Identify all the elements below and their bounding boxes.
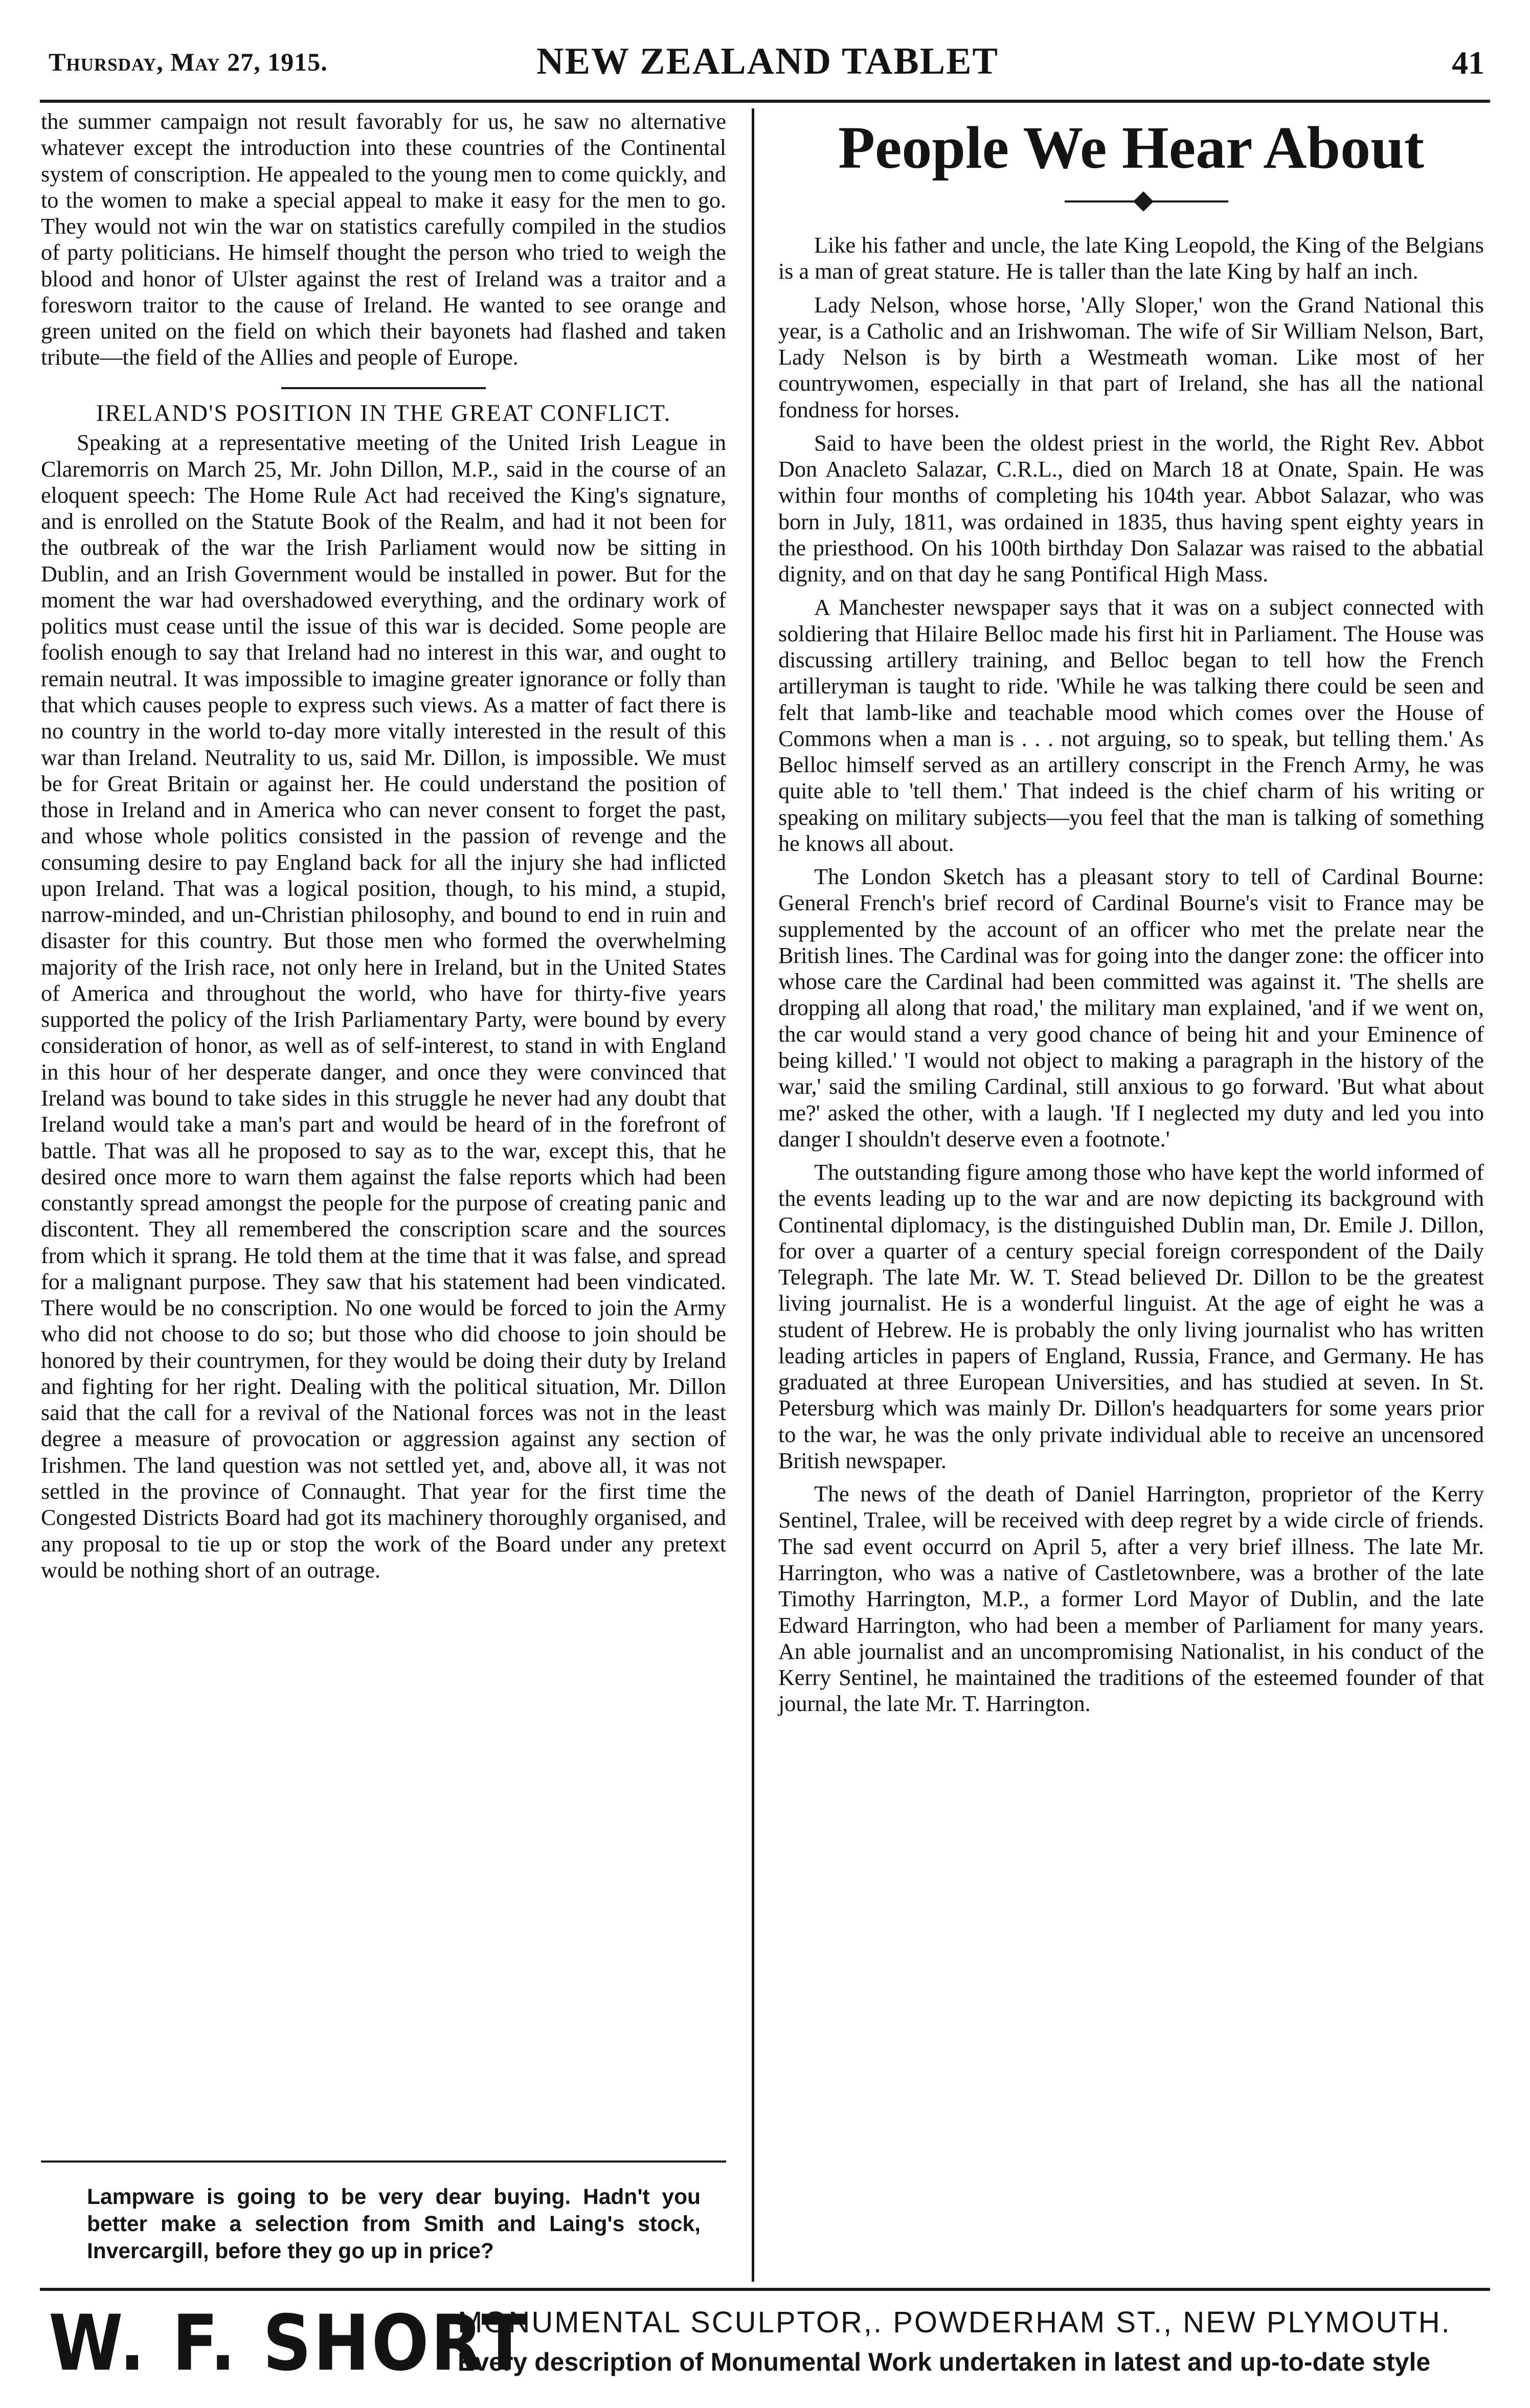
footer-advertisement (49, 2301, 1487, 2398)
item-king-belgians: Like his father and uncle, the late King Leopold, the King of the Belgians is a man of great stature. He is taller than the late King by half an inch. (778, 233, 1484, 284)
feature-title: People We Hear About (838, 114, 1425, 181)
issue-date: Thursday, May 27, 1915. (49, 48, 328, 76)
advertisement-divider (41, 2161, 726, 2163)
ornament-diamond-icon (1133, 191, 1154, 212)
advertiser-address: MONUMENTAL SCULPTOR,. POWDERHAM ST., NEW PLYMOUTH. (458, 2306, 1451, 2339)
section-heading: IRELAND'S POSITION IN THE GREAT CONFLICT. (96, 399, 671, 426)
title-ornament (778, 194, 1484, 210)
left-column (41, 108, 726, 1583)
footer-rule (40, 2288, 1490, 2291)
item-daniel-harrington: The news of the death of Daniel Harrington, proprietor of the Kerry Sentinel, Tralee, will be received with deep regret by a wide circle of friends. The sad event occurrd on April 5, after a very brief illness. The late Mr. Harrington, who was a native of Castletownbere, was a brother of the late Timothy Harrington, M.P., a former Lord Mayor of Dublin, and the late Edward Harrington, who had been a member of Parliament for many years. An able journalist and an uncompromising Nationalist, in his conduct of the Kerry Sentinel, he maintained the traditions of the esteemed founder of that journal, the late Mr. T. Harrington. (778, 1481, 1484, 1717)
page-number: 41 (1452, 44, 1484, 81)
advertiser-name: W. F. SHORT (49, 2299, 530, 2388)
masthead (49, 40, 1487, 101)
section-divider (281, 387, 486, 389)
lampware-advertisement: Lampware is going to be very dear buying. Hadn't you better make a selection from Smith and Laing's stock, Invercargill, before they go up in price? (87, 2185, 701, 2264)
item-hilaire-belloc: A Manchester newspaper says that it was on a subject connected with soldiering that Hilaire Belloc made his first hit in Parliament. The House was discussing artillery training, and Belloc began to tell how the French artilleryman is taught to ride. 'While he was talking there could be seen and felt that lamb-like and teachable mood which comes over the House of Commons when a man is . . . not arguing, so to speak, but telling them.' As Belloc himself served as an artillery conscript in the French Army, he was quite able to 'tell them.' That indeed is the chief charm of his writing or speaking on military subjects—you feel that the man is talking of something he knows all about. (778, 595, 1484, 856)
item-cardinal-bourne: The London Sketch has a pleasant story to tell of Cardinal Bourne: General French's brief record of Cardinal Bourne's visit to France may be supplemented by the account of an officer who met the prelate near the British lines. The Cardinal was for going into the danger zone: the officer into whose care the Cardinal had been committed was against it. 'The shells are dropping all along that road,' the military man explained, 'and if we went on, the car would stand a very good chance of being hit and your Eminence of being killed.' 'I would not object to making a paragraph in the history of the war,' said the smiling Cardinal, still anxious to go forward. 'But what about me?' asked the other, with a laugh. 'If I neglected my duty and led you into danger I shouldn't deserve even a footnote.' (778, 864, 1484, 1152)
item-emile-dillon: The outstanding figure among those who have kept the world informed of the events leading up to the war and are now depicting its background with Continental diplomacy, is the distinguished Dublin man, Dr. Emile J. Dillon, for over a quarter of a century special foreign correspondent of the Daily Telegraph. The late Mr. W. T. Stead believed Dr. Dillon to be the greatest living journalist. He is a wonderful linguist. At the age of eight he was a student of Hebrew. He is probably the only living journalist who has written leading articles in papers of England, Russia, France, and Germany. He has graduated at three European Universities, and has studied at seven. In St. Petersburg which was mainly Dr. Dillon's headquarters for some years prior to the war, he was the only private individual able to receive an uncensored British newspaper. (778, 1160, 1484, 1473)
article-continuation-paragraph: the summer campaign not result favorably for us, he saw no alternative whatever except the introduction into these countries of the Continental system of conscription. He appealed to the young men to come quickly, and to the women to make a special appeal to make it easy for the men to go. They would not win the war on statistics carefully compiled in the studios of party politicians. He himself thought the person who tried to weigh the blood and honor of Ulster against the rest of Ireland was a traitor and a foresworn traitor to the cause of Ireland. He wanted to see orange and green united on the field on which their bayonets had flashed and taken tribute—the field of the Allies and people of Europe. (41, 109, 726, 370)
column-divider (752, 108, 754, 2282)
item-lady-nelson: Lady Nelson, whose horse, 'Ally Sloper,' won the Grand National this year, is a Catholic and an Irishwoman. The wife of Sir William Nelson, Bart, Lady Nelson is by birth a Westmeath woman. Like most of her countrywomen, especially in that part of Ireland, she has all the national fondness for horses. (778, 292, 1484, 422)
publication-title: NEW ZEALAND TABLET (536, 40, 999, 82)
dillon-speech-paragraph: Speaking at a representative meeting of the United Irish League in Claremorris on March 25, Mr. John Dillon, M.P., said in the course of an eloquent speech: The Home Rule Act had received the King's signature, and is enrolled on the Statute Book of the Realm, and had it not been for the outbreak of the war the Irish Parliament would now be sitting in Dublin, and an Irish Government would be installed in power. But for the moment the war had overshadowed everything, and the ordinary work of politics must cease until the issue of this war is decided. Some people are foolish enough to say that Ireland had no interest in this war, and ought to remain neutral. It was impossible to imagine greater ignorance or folly than that which causes people to express such views. As a matter of fact there is no country in the world to-day more vitally interested in the result of this war than Ireland. Neutrality to us, said Mr. Dillon, is impossible. We must be for Great Britain or against her. He could understand the position of those in Ireland and in America who can never consent to forget the past, and whose whole politics consisted in the passion of revenge and the consuming desire to pay England back for all the injury she had inflicted upon Ireland. That was a logical position, though, to his mind, a stupid, narrow-minded, and un-Christian philosophy, and bound to end in ruin and disaster for this country. But those men who formed the overwhelming majority of the Irish race, not only here in Ireland, but in the United States of America and throughout the world, who have for thirty-five years supported the policy of the Irish Parliamentary Party, were bound by every consideration of honor, as well as of self-interest, to stand in with England in this hour of her desperate danger, and once they were convinced that Ireland was bound to take sides in this struggle he never had any doubt that Ireland would take a man's part and would be heard of in the forefront of battle. That was all he proposed to say as to the war, except this, that he desired once more to warn them against the false reports which had been constantly spread amongst the people for the purpose of creating panic and discontent. They all remembered the conscription scare and the sources from which it sprang. He told them at the time that it was false, and spread for a malignant purpose. They saw that his statement had been vindicated. There would be no conscription. No one would be forced to join the Army who did not choose to do so; but those who did choose to join should be honored by their countrymen, for they would be doing their duty by Ireland and fighting for her right. Dealing with the political situation, Mr. Dillon said that the call for a revival of the National forces was not in the least degree a measure of provocation or aggression against any section of Irishmen. The land question was not settled yet, and, above all, it was not settled in the province of Connaught. That year for the first time the Congested Districts Board had got its machinery thoroughly organised, and any proposal to tie up or stop the work of the Board under any pretext would be nothing short of an outrage. (41, 430, 726, 1583)
item-abbot-salazar: Said to have been the oldest priest in the world, the Right Rev. Abbot Don Anacleto Salazar, C.R.L., died on March 18 at Onate, Spain. He was within four months of completing his 104th year. Abbot Salazar, who was born in July, 1811, was ordained in 1835, thus having spent eighty years in the priesthood. On his 100th birthday Don Salazar was raised to the abbatial dignity, and on that day he sang Pontifical High Mass. (778, 430, 1484, 587)
header-rule (40, 100, 1490, 103)
right-column (778, 108, 1484, 1724)
advertiser-tagline: Every description of Monumental Work undertaken in latest and up-to-date style (458, 2348, 1431, 2376)
